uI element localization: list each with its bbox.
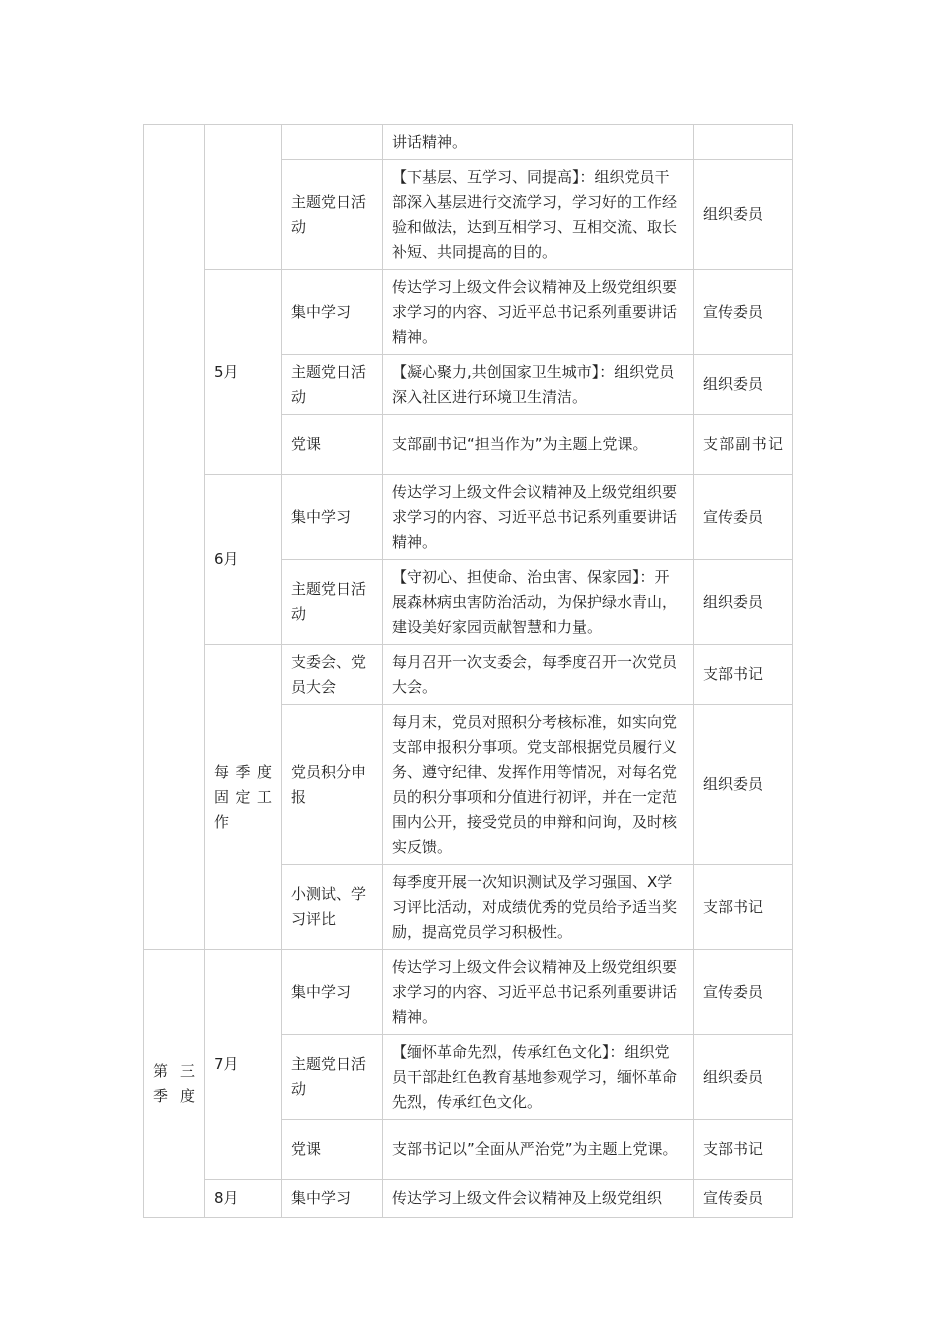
activity-cell bbox=[282, 125, 383, 160]
activity-cell: 主题党日活动 bbox=[282, 560, 383, 645]
content-cell: 传达学习上级文件会议精神及上级党组织要求学习的内容、习近平总书记系列重要讲话精神。 bbox=[383, 475, 694, 560]
owner-cell: 组织委员 bbox=[694, 160, 793, 270]
owner-cell: 宣传委员 bbox=[694, 1180, 793, 1218]
owner-cell: 宣传委员 bbox=[694, 270, 793, 355]
activity-cell: 支委会、党员大会 bbox=[282, 645, 383, 705]
table-row bbox=[144, 950, 793, 1035]
owner-cell: 组织委员 bbox=[694, 1035, 793, 1120]
content-cell: 支部书记以”全面从严治党”为主题上党课。 bbox=[383, 1120, 694, 1180]
owner-cell: 支部书记 bbox=[694, 645, 793, 705]
content-cell: 传达学习上级文件会议精神及上级党组织要求学习的内容、习近平总书记系列重要讲话精神。 bbox=[383, 950, 694, 1035]
activity-cell: 集中学习 bbox=[282, 270, 383, 355]
owner-cell: 组织委员 bbox=[694, 705, 793, 865]
activity-cell: 集中学习 bbox=[282, 950, 383, 1035]
activity-cell: 党员积分申报 bbox=[282, 705, 383, 865]
content-cell: 【守初心、担使命、治虫害、保家园】：开展森林病虫害防治活动，为保护绿水青山，建设美好家园贡献智慧和力量。 bbox=[383, 560, 694, 645]
content-cell: 每季度开展一次知识测试及学习强国、X学习评比活动，对成绩优秀的党员给予适当奖励，提高党员学习积极性。 bbox=[383, 865, 694, 950]
activity-cell: 主题党日活动 bbox=[282, 355, 383, 415]
month-cell: 7月 bbox=[205, 950, 282, 1180]
month-cell: 8月 bbox=[205, 1180, 282, 1218]
owner-cell: 支部书记 bbox=[694, 865, 793, 950]
quarter-cell bbox=[144, 125, 205, 950]
owner-cell: 支部副书记 bbox=[694, 415, 793, 475]
content-cell: 【凝心聚力,共创国家卫生城市】：组织党员深入社区进行环境卫生清洁。 bbox=[383, 355, 694, 415]
content-cell: 每月末，党员对照积分考核标准，如实向党支部申报积分事项。党支部根据党员履行义务、遵守纪律、发挥作用等情况，对每名党员的积分事项和分值进行初评，并在一定范围内公开，接受党员的申辩和问询，及时核实反馈。 bbox=[383, 705, 694, 865]
content-cell: 支部副书记“担当作为”为主题上党课。 bbox=[383, 415, 694, 475]
owner-cell bbox=[694, 125, 793, 160]
content-cell: 【下基层、互学习、同提高】：组织党员干部深入基层进行交流学习，学习好的工作经验和做法，达到互相学习、互相交流、取长补短、共同提高的目的。 bbox=[383, 160, 694, 270]
month-cell: 每季度固定工作 bbox=[205, 645, 282, 950]
table-row bbox=[144, 125, 793, 160]
work-plan-table bbox=[143, 124, 793, 1218]
activity-cell: 主题党日活动 bbox=[282, 160, 383, 270]
content-cell: 每月召开一次支委会，每季度召开一次党员大会。 bbox=[383, 645, 694, 705]
activity-cell: 党课 bbox=[282, 1120, 383, 1180]
table-row bbox=[144, 1180, 793, 1218]
activity-cell: 党课 bbox=[282, 415, 383, 475]
table-row bbox=[144, 475, 793, 560]
owner-cell: 支部书记 bbox=[694, 1120, 793, 1180]
quarter-cell: 第三季度 bbox=[144, 950, 205, 1218]
activity-cell: 集中学习 bbox=[282, 1180, 383, 1218]
month-cell: 6月 bbox=[205, 475, 282, 645]
month-cell bbox=[205, 125, 282, 270]
content-cell: 讲话精神。 bbox=[383, 125, 694, 160]
owner-cell: 组织委员 bbox=[694, 355, 793, 415]
owner-cell: 组织委员 bbox=[694, 560, 793, 645]
content-cell: 传达学习上级文件会议精神及上级党组织 bbox=[383, 1180, 694, 1218]
owner-cell: 宣传委员 bbox=[694, 475, 793, 560]
table-row bbox=[144, 270, 793, 355]
activity-cell: 集中学习 bbox=[282, 475, 383, 560]
table-row bbox=[144, 645, 793, 705]
owner-cell: 宣传委员 bbox=[694, 950, 793, 1035]
content-cell: 【缅怀革命先烈，传承红色文化】：组织党员干部赴红色教育基地参观学习，缅怀革命先烈，传承红色文化。 bbox=[383, 1035, 694, 1120]
month-cell: 5月 bbox=[205, 270, 282, 475]
activity-cell: 小测试、学习评比 bbox=[282, 865, 383, 950]
activity-cell: 主题党日活动 bbox=[282, 1035, 383, 1120]
content-cell: 传达学习上级文件会议精神及上级党组织要求学习的内容、习近平总书记系列重要讲话精神。 bbox=[383, 270, 694, 355]
